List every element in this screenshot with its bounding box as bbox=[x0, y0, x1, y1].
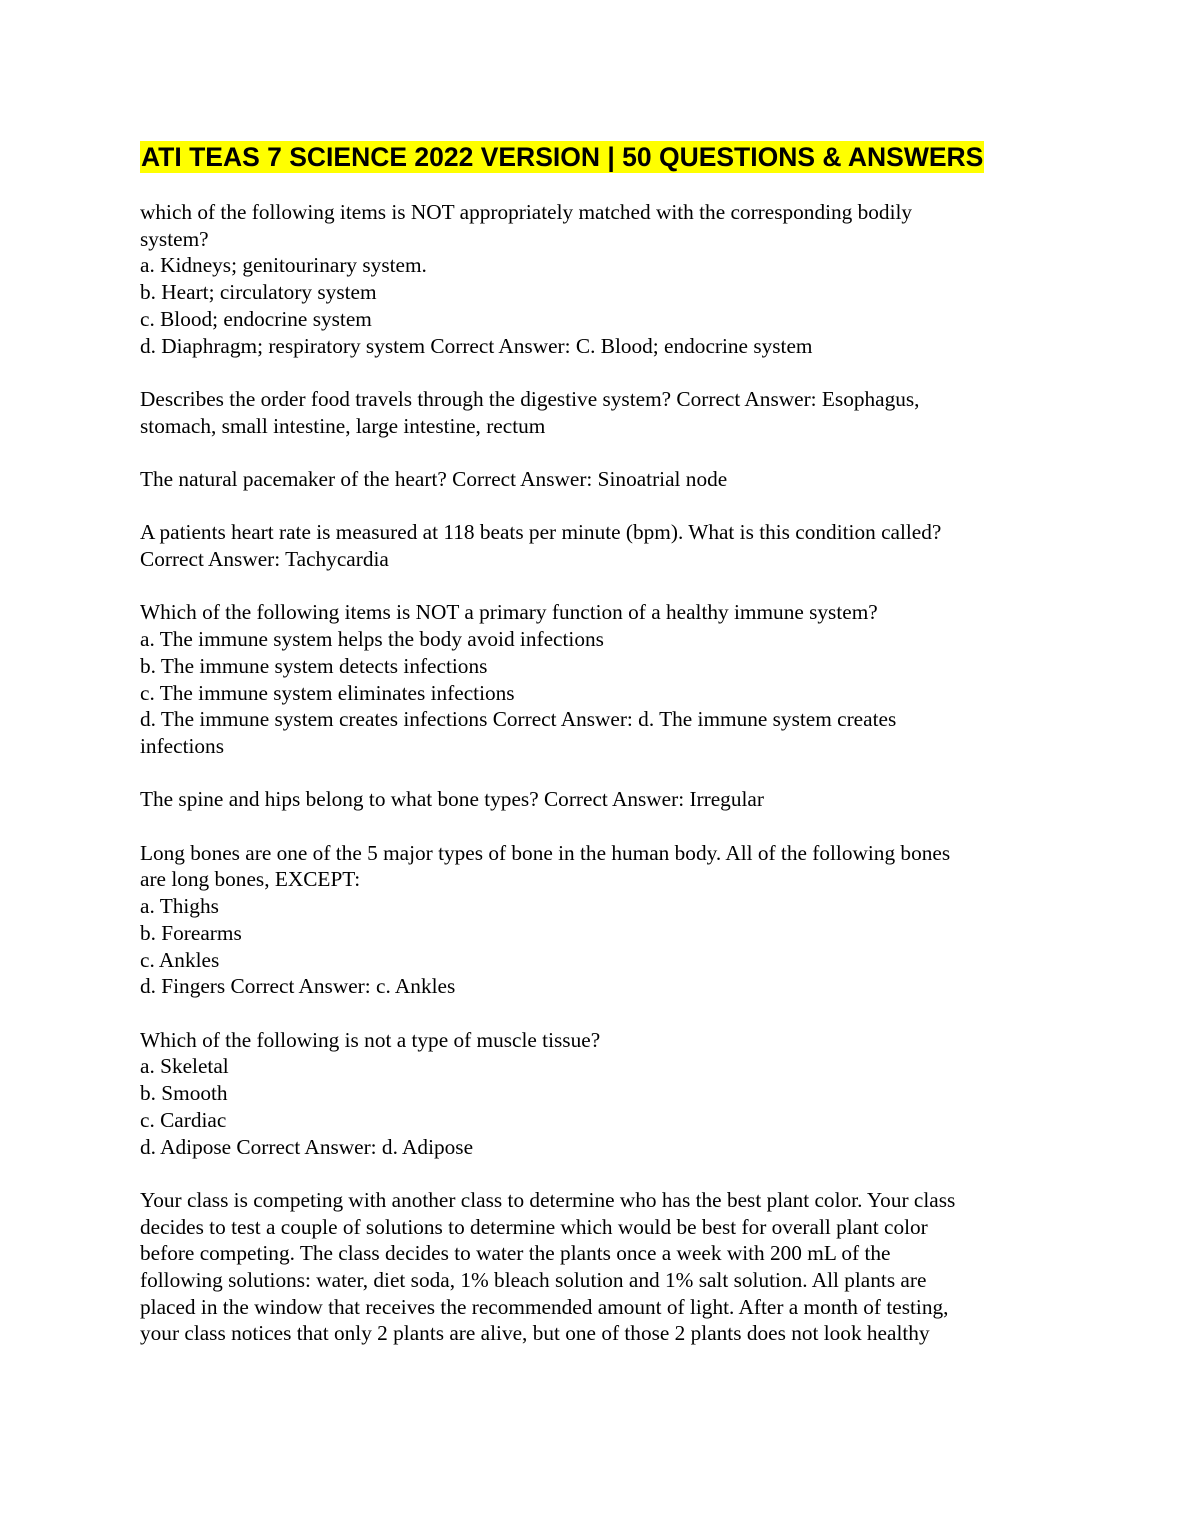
text-line: The spine and hips belong to what bone types? Correct Answer: Irregular bbox=[140, 787, 764, 812]
question-block bbox=[140, 199, 1050, 359]
answer-option: a. Kidneys; genitourinary system. bbox=[140, 253, 427, 278]
text-line: which of the following items is NOT appropriately matched with the corresponding bodily bbox=[140, 200, 913, 224]
text-line: Your class is competing with another class to determine who has the best plant color. Your class bbox=[140, 1187, 956, 1212]
answer-option: a. Thighs bbox=[140, 894, 219, 919]
text-line: Long bones are one of the 5 major types of bone in the human body. All of the following bones bbox=[140, 840, 951, 865]
text-line: Which of the following is not a type of muscle tissue? bbox=[140, 1027, 601, 1052]
question-block bbox=[140, 786, 1050, 813]
text-line: A patients heart rate is measured at 118 beats per minute (bpm). What is this condition called? bbox=[140, 520, 942, 545]
answer-option: d. Fingers Correct Answer: c. Ankles bbox=[140, 974, 456, 999]
question-block bbox=[140, 599, 1050, 759]
text-line: decides to test a couple of solutions to determine which would be best for overall plant color bbox=[140, 1214, 928, 1239]
answer-option: b. The immune system detects infections bbox=[140, 653, 488, 678]
question-block bbox=[140, 840, 1050, 1000]
text-line: system? bbox=[140, 226, 209, 251]
text-line: are long bones, EXCEPT: bbox=[140, 867, 361, 892]
text-line: stomach, small intestine, large intestine, rectum bbox=[140, 413, 546, 438]
answer-option: d. Diaphragm; respiratory system Correct Answer: C. Blood; endocrine system bbox=[140, 333, 813, 358]
text-line: Which of the following items is NOT a primary function of a healthy immune system? bbox=[140, 600, 878, 625]
answer-option: c. Cardiac bbox=[140, 1107, 227, 1132]
question-block bbox=[140, 386, 1050, 439]
text-line: placed in the window that receives the recommended amount of light. After a month of testing, bbox=[140, 1294, 949, 1319]
answer-option: d. The immune system creates infections Correct Answer: d. The immune system creates bbox=[140, 707, 897, 732]
answer-option: a. The immune system helps the body avoid infections bbox=[140, 627, 604, 652]
answer-option: c. Ankles bbox=[140, 947, 220, 972]
answer-option: b. Heart; circulatory system bbox=[140, 280, 377, 305]
question-block bbox=[140, 1027, 1050, 1161]
text-line: following solutions: water, diet soda, 1% bleach solution and 1% salt solution. All plants are bbox=[140, 1268, 927, 1292]
text-line: The natural pacemaker of the heart? Correct Answer: Sinoatrial node bbox=[140, 467, 728, 491]
answer-option: b. Smooth bbox=[140, 1081, 228, 1106]
document-title: ATI TEAS 7 SCIENCE 2022 VERSION | 50 QUESTIONS & ANSWERS bbox=[141, 142, 984, 172]
answer-option: d. Adipose Correct Answer: d. Adipose bbox=[140, 1134, 474, 1159]
text-line: infections bbox=[140, 734, 224, 758]
question-block bbox=[140, 466, 1050, 493]
text-line: before competing. The class decides to water the plants once a week with 200 mL of the bbox=[140, 1241, 891, 1266]
question-block bbox=[140, 1187, 1050, 1347]
text-line: Correct Answer: Tachycardia bbox=[140, 547, 389, 572]
document-body bbox=[140, 199, 1050, 1374]
answer-option: b. Forearms bbox=[140, 920, 242, 945]
text-line: Describes the order food travels through the digestive system? Correct Answer: Esophagus, bbox=[140, 386, 920, 411]
answer-option: a. Skeletal bbox=[140, 1054, 229, 1079]
text-line: your class notices that only 2 plants are alive, but one of those 2 plants does not look healthy bbox=[140, 1321, 930, 1346]
answer-option: c. Blood; endocrine system bbox=[140, 306, 372, 331]
question-block bbox=[140, 519, 1050, 572]
answer-option: c. The immune system eliminates infections bbox=[140, 680, 515, 705]
